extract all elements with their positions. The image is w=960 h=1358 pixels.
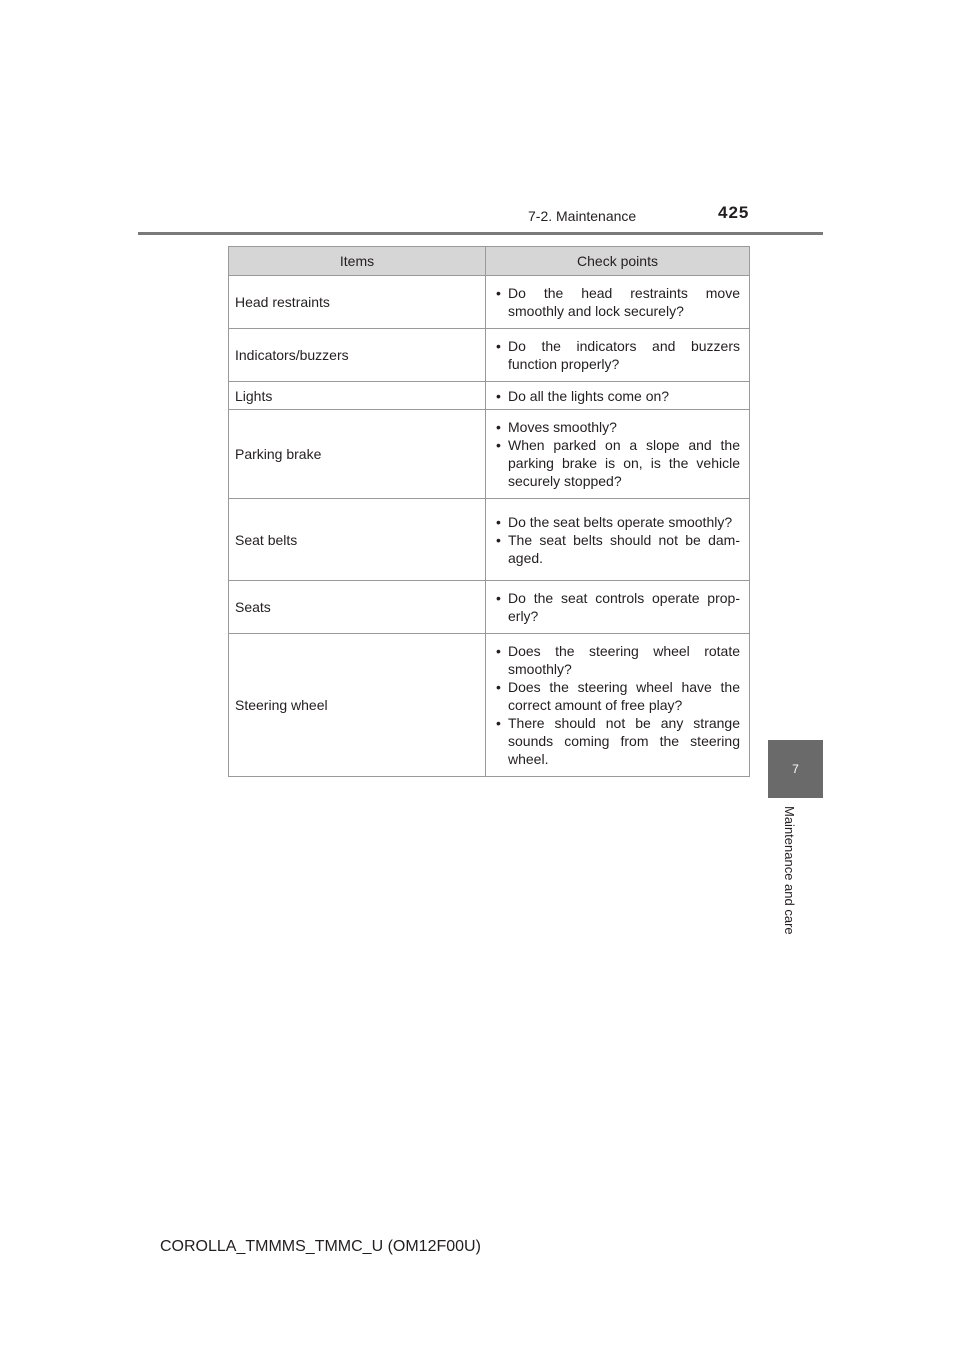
check-point: • The seat belts should not be dam-aged. — [494, 531, 740, 567]
page-number: 425 — [718, 203, 750, 222]
check-point: • There should not be any strange sounds coming from the steering wheel. — [494, 714, 740, 768]
check-point: • Moves smoothly? — [494, 418, 740, 436]
item-cell: Parking brake — [229, 410, 486, 499]
document-id: COROLLA_TMMMS_TMMC_U (OM12F00U) — [160, 1238, 481, 1255]
check-points-cell — [486, 329, 750, 382]
check-point: • Do the seat controls operate prop-erly? — [494, 589, 740, 625]
check-point: • Do all the lights come on? — [494, 387, 740, 405]
check-points-cell — [486, 499, 750, 581]
item-cell: Lights — [229, 382, 486, 410]
table-row — [229, 382, 750, 410]
check-point: • Does the steering wheel rotate smoothly? — [494, 642, 740, 678]
table-header-row — [229, 247, 750, 276]
check-points-cell — [486, 276, 750, 329]
chapter-number: 7 — [792, 762, 799, 776]
header-divider — [138, 232, 823, 235]
check-point: • When parked on a slope and the parking brake is on, is the vehicle securely stopped? — [494, 436, 740, 490]
check-point: • Do the seat belts operate smoothly? — [494, 513, 740, 531]
chapter-title: Maintenance and care — [782, 806, 797, 935]
check-point: • Do the indicators and buzzers function properly? — [494, 337, 740, 373]
table-row — [229, 276, 750, 329]
column-header-check-points: Check points — [486, 247, 750, 276]
check-point: • Does the steering wheel have the correct amount of free play? — [494, 678, 740, 714]
item-cell: Indicators/buzzers — [229, 329, 486, 382]
table-row — [229, 329, 750, 382]
item-cell: Head restraints — [229, 276, 486, 329]
column-header-items: Items — [229, 247, 486, 276]
table-row — [229, 410, 750, 499]
chapter-tab[interactable] — [768, 740, 823, 798]
check-points-cell — [486, 410, 750, 499]
check-points-cell — [486, 634, 750, 777]
table-row — [229, 634, 750, 777]
item-cell: Seats — [229, 581, 486, 634]
table-row — [229, 581, 750, 634]
section-title: 7-2. Maintenance — [528, 208, 637, 224]
item-cell: Seat belts — [229, 499, 486, 581]
check-points-cell — [486, 581, 750, 634]
item-cell: Steering wheel — [229, 634, 486, 777]
check-points-cell — [486, 382, 750, 410]
table-row — [229, 499, 750, 581]
inspection-table — [228, 246, 750, 777]
check-point: • Do the head restraints move smoothly and lock securely? — [494, 284, 740, 320]
